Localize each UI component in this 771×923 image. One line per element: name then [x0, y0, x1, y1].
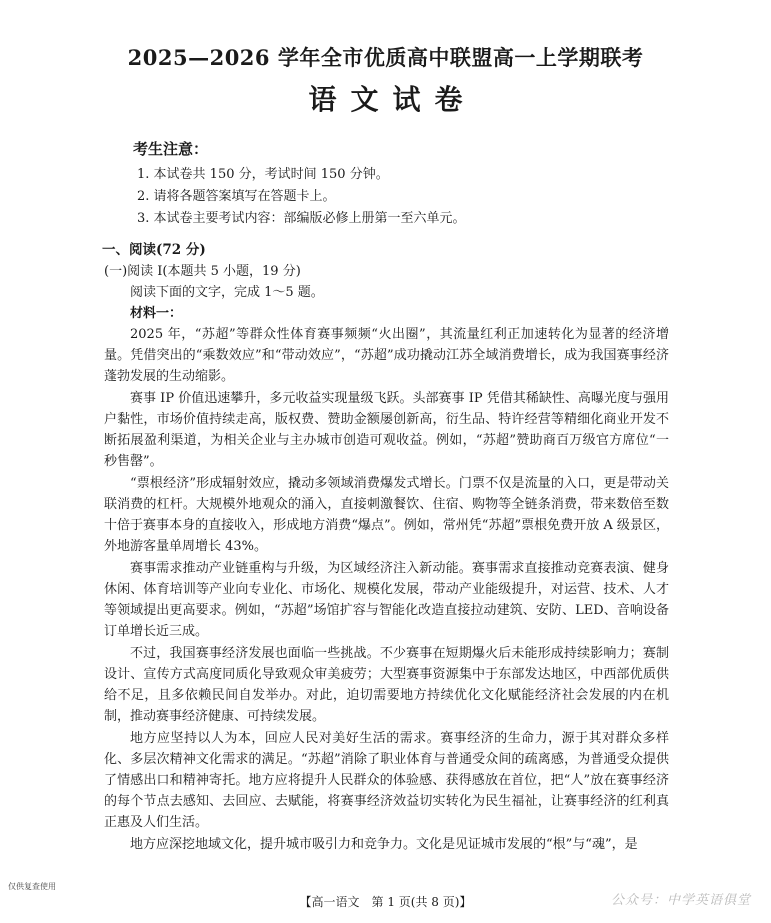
reading-instruction: 阅读下面的文字，完成 1～5 题。 [130, 285, 324, 300]
paragraph: 2025 年，“苏超”等群众性体育赛事频频“火出圈”，其流量红利正加速转化为显著的经济增量。凭借突出的“乘数效应”和“带动效应”，“苏超”成功撬动江苏全域消费增长，成为我国赛事经济蓬勃发展的生动缩影。 [104, 327, 669, 384]
notice-item: 1. 本试卷共 150 分，考试时间 150 分钟。 [137, 167, 389, 182]
notice-item: 2. 请将各题答案填写在答题卡上。 [137, 189, 336, 204]
reading-section [104, 240, 669, 856]
paragraph: 赛事需求推动产业链重构与升级，为区域经济注入新动能。赛事需求直接推动竞赛表演、健身休闲、体育培训等产业向专业化、市场化、规模化发展，带动产业能级提升，对运营、技术、人才等领域提出更高要求。例如，“苏超”场馆扩容与智能化改造直接拉动建筑、安防、LED、音响设备订单增长近三成。 [104, 561, 669, 639]
watermark-text: 公众号：中学英语俱堂 [610, 893, 751, 908]
paragraph: 地方应坚持以人为本，回应人民对美好生活的需求。赛事经济的生命力，源于其对群众多样化、多层次精神文化需求的满足。“苏超”消除了职业体育与普通受众间的疏离感，为普通受众提供了情感出口和精神寄托。地方应将提升人民群众的体验感、获得感放在首位，把“人”放在赛事经济的每个节点去感知、去回应、去赋能，将赛事经济效益切实转化为民生福祉，让赛事经济的红利真正惠及人们生活。 [104, 731, 669, 830]
notice-item: 3. 本试卷主要考试内容：部编版必修上册第一至六单元。 [137, 211, 466, 226]
exam-title: 2025—2026 学年全市优质高中联盟高一上学期联考 [127, 45, 644, 70]
material-label: 材料一： [130, 306, 183, 321]
section-title: 一、阅读(72 分) [102, 242, 206, 258]
exam-subject-title: 语文试卷 [308, 83, 477, 116]
paragraph: 地方应深挖地域文化，提升城市吸引力和竞争力。文化是见证城市发展的“根”与“魂”，是 [130, 837, 638, 852]
paragraph: 不过，我国赛事经济发展也面临一些挑战。不少赛事在短期爆火后未能形成持续影响力；赛制设计、宣传方式高度同质化导致观众审美疲劳；大型赛事资源集中于东部发达地区，中西部优质供给不足，且多依赖民间自发举办。对此，迫切需要地方持续优化文化赋能经济社会发展的内在机制，推动赛事经济健康、可持续发展。 [104, 646, 669, 724]
page-number-label: 【高一语文 第 1 页(共 8 页)】 [299, 895, 472, 909]
paragraph: 赛事 IP 价值迅速攀升，多元收益实现量级飞跃。头部赛事 IP 凭借其稀缺性、高曝光度与强用户黏性，市场价值持续走高，版权费、赞助金额屡创新高，衍生品、特许经营等精细化商业开发不断拓展盈利渠道，为相关企业与主办城市创造可观收益。例如，“苏超”赞助商百万级官方席位“一秒售罄”。 [104, 391, 669, 469]
notice-heading: 考生注意： [133, 140, 209, 158]
paragraph: “票根经济”形成辐射效应，撬动多领域消费爆发式增长。门票不仅是流量的入口，更是带动关联消费的杠杆。大规模外地观众的涌入，直接刺激餐饮、住宿、购物等全链条消费，带来数倍至数十倍于赛事本身的直接收入，形成地方消费“爆点”。例如，常州凭“苏超”票根免费开放 A 级景区，外地游客量单周增长 43%。 [104, 476, 669, 554]
subsection-title: (一)阅读 Ⅰ(本题共 5 小题，19 分) [104, 264, 301, 279]
footer-note: 仅供复查使用 [8, 882, 56, 891]
candidate-notice [133, 138, 693, 230]
